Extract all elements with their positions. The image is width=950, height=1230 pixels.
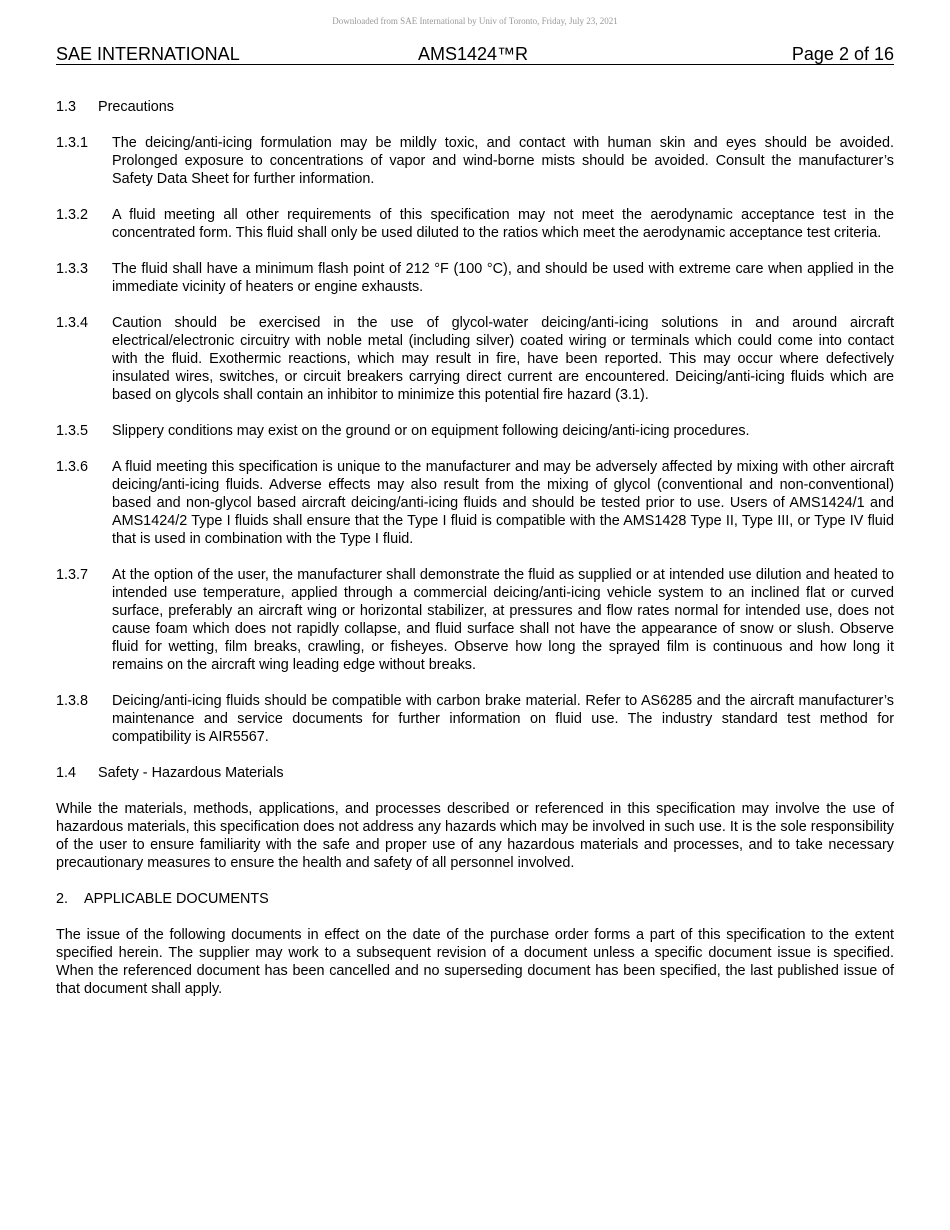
section-title: APPLICABLE DOCUMENTS [84, 891, 269, 907]
paragraph-number: 1.3.7 [56, 567, 89, 583]
document-body [56, 98, 894, 1016]
paragraph-1-3-6 [56, 458, 894, 548]
paragraph-number: 1.3.1 [56, 135, 89, 151]
section-heading-2 [56, 890, 894, 908]
header-doc-id: AMS1424™R [418, 44, 529, 64]
header-org: SAE INTERNATIONAL [56, 44, 240, 64]
paragraph-text: The fluid shall have a minimum flash point of 212 °F (100 °C), and should be used with extreme care when applied in the immediate vicinity of heaters or engine exhausts. [112, 261, 894, 295]
section-title: Safety - Hazardous Materials [98, 765, 284, 781]
section-heading-1-3 [56, 98, 894, 116]
section-1-4-text: While the materials, methods, applications, and processes described or referenced in this specification may involve the use of hazardous materials, this specification does not address any hazards which may be involved in such use. It is the sole responsibility of the user to ensure familiarity with the safe and proper use of any hazardous materials and processes, and to take necessary precautionary measures to ensure the health and safety of all personnel involved. [56, 801, 894, 871]
paragraph-number: 1.3.2 [56, 207, 89, 223]
paragraph-number: 1.3.8 [56, 693, 89, 709]
section-number: 2. [56, 891, 69, 907]
download-watermark: Downloaded from SAE International by Univ of Toronto, Friday, July 23, 2021 [332, 16, 618, 26]
paragraph-text: The deicing/anti-icing formulation may be mildly toxic, and contact with human skin and eyes should be avoided. Prolonged exposure to concentrations of vapor and wind-borne mists should be avoided. Consult the manufacturer’s Safety Data Sheet for further information. [112, 135, 894, 187]
paragraph-number: 1.3.3 [56, 261, 89, 277]
paragraph-text: Slippery conditions may exist on the ground or on equipment following deicing/anti-icing procedures. [112, 423, 750, 439]
paragraph-1-3-3 [56, 260, 894, 296]
paragraph-number: 1.3.5 [56, 423, 89, 439]
page-header [56, 44, 894, 65]
header-page-number: Page 2 of 16 [791, 44, 894, 64]
section-number: 1.3 [56, 99, 77, 115]
paragraph-1-3-4 [56, 314, 894, 404]
paragraph-number: 1.3.6 [56, 459, 89, 475]
section-heading-1-4 [56, 764, 894, 782]
paragraph-1-3-8 [56, 692, 894, 746]
paragraph-1-3-7 [56, 566, 894, 674]
paragraph-text: At the option of the user, the manufacturer shall demonstrate the fluid as supplied or at intended use dilution and heated to intended use temperature, applied through a commercial deicing/anti-icing vehicle system to an inclined flat or curved surface, preferably an aircraft wing or horizontal stabilizer, at pressures and flow rates normal for intended use, does not cause foam which does not rapidly collapse, and fluid surface shall not have the appearance of snow or slush. Observe fluid for wetting, film breaks, crawling, or fisheyes. Observe how long the sprayed film is continuous and how long it remains on the aircraft wing leading edge without breaks. [112, 567, 894, 673]
paragraph-text: A fluid meeting all other requirements of this specification may not meet the aerodynamic acceptance test in the concentrated form. This fluid shall only be used diluted to the ratios which meet the aerodynamic acceptance test criteria. [112, 207, 894, 241]
paragraph-text: Deicing/anti-icing fluids should be compatible with carbon brake material. Refer to AS6285 and the aircraft manufacturer’s maintenance and service documents for further information on fluid use. The industry standard test method for compatibility is AIR5567. [112, 693, 894, 745]
section-2-text: The issue of the following documents in effect on the date of the purchase order forms a part of this specification to the extent specified herein. The supplier may work to a subsequent revision of a document unless a specific document issue is specified. When the referenced document has been cancelled and no superseding document has been specified, the last published issue of that document shall apply. [56, 927, 894, 997]
paragraph-number: 1.3.4 [56, 315, 89, 331]
paragraph-1-3-1 [56, 134, 894, 188]
paragraph-text: Caution should be exercised in the use of glycol-water deicing/anti-icing solutions in and around aircraft electrical/electronic circuitry with noble metal (including silver) coated wiring or terminals which could come into contact with the fluid. Exothermic reactions, which may result in fire, have been reported. This may occur where defectively insulated wires, switches, or circuit breakers carrying direct current are encountered. Deicing/anti-icing fluids which are based on glycols shall contain an inhibitor to minimize this potential fire hazard (3.1). [112, 315, 894, 403]
paragraph-1-3-5 [56, 422, 894, 440]
paragraph-1-3-2 [56, 206, 894, 242]
section-number: 1.4 [56, 765, 77, 781]
section-title: Precautions [98, 99, 174, 115]
paragraph-text: A fluid meeting this specification is unique to the manufacturer and may be adversely affected by mixing with other aircraft deicing/anti-icing fluids. Adverse effects may also result from the mixing of glycol (conventional and non-conventional) based and non-glycol based aircraft deicing/anti-icing fluids and should be tested prior to use. Users of AMS1424/1 and AMS1424/2 Type I fluids shall ensure that the Type I fluid is compatible with the AMS1428 Type II, Type III, or Type IV fluid that is used in combination with the Type I fluid. [112, 459, 894, 547]
